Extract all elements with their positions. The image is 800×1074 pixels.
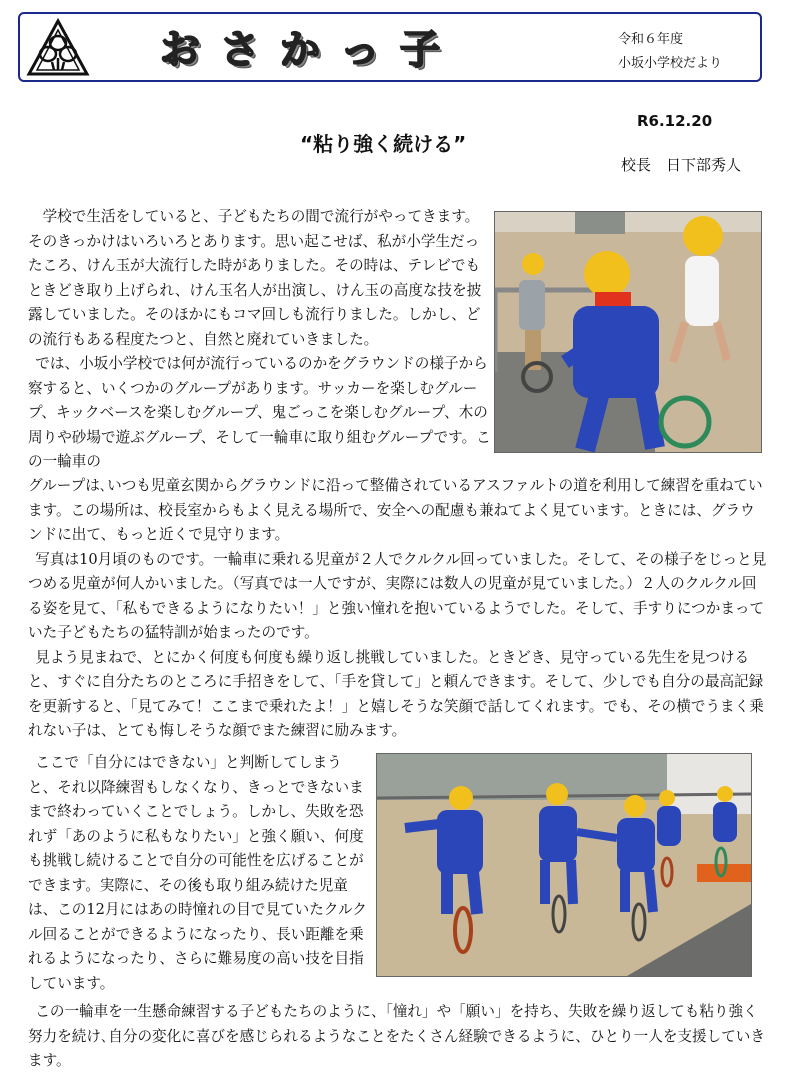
paragraph-3: 写真は10月頃のものです。一輪車に乗れる児童が２人でクルクル回っていました。そして、その様子をじっと見つめる児童が何人かいました。（写真では一人ですが、実際には数人の児童が見ていました。）２人のクルクル回る姿を見て、「私もできるようになりたい！」と強い憧れを抱いているようでした。そして、手すりにつかまっていた子どもたちの猛特訓が始まったのです。 xyxy=(28,550,767,641)
paragraph-2b: グループは､いつも児童玄関からグラウンドに沿って整備されているアスファルトの道を利用して練習を重ねています。この場所は、校長室からもよく見える場所で、安全への配慮も兼ねてよく見ています。ときには、グラウンドに出て、もっと近くで見守ります。 xyxy=(28,477,763,543)
paragraph-5: ここで「自分にはできない」と判断してしまうと、それ以降練習もしなくなり、きっとできないままで終わっていくことでしょう。しかし、失敗を恐れず「あのように私もなりたい」と強く願い、何度も挑戦し続けることで自分の可能性を広げることができます。実際に、その後も取り組み続けた児童は、この12月にはあの時憧れの目で見ていたクルクル回ることができるようになったり、長い距離を乗れるようになったり、さらに難易度の高い技を目指しています。 xyxy=(28,754,367,992)
unicycle-photo-2-image xyxy=(377,754,751,976)
paragraph-4: 見よう見まねで、とにかく何度も何度も繰り返し挑戦していました。ときどき、見守っている先生を見つけると、すぐに自分たちのところに手招きをして、「手を貸して」と頼んできます。そして、少しでも自分の最高記録を更新すると、「見てみて！ここまで乗れたよ！」と嬉しそうな笑顔で話してくれます。でも、その横でうまく乗れない子は、とても悔しそうな顔でまた練習に励みます。 xyxy=(28,648,764,739)
newsletter-name: 小坂小学校だより xyxy=(618,56,723,71)
paragraph-2a: では、小坂小学校では何が流行っているのかをグラウンドの様子から察すると、いくつかのグループがあります。サッカーを楽しむグループ、キックベースを楽しむグループ、鬼ごっこを楽しむグループ、木の周りや砂場で遊ぶグループ、そして一輪車に取り組むグループです。この一輪車の xyxy=(28,355,491,470)
masthead-title: おさかっ子 xyxy=(160,27,460,73)
article-body-lower xyxy=(28,751,368,996)
fiscal-year: 令和６年度 xyxy=(618,32,684,47)
unicycle-photo-2 xyxy=(376,753,752,977)
newsletter-header xyxy=(18,12,762,82)
article-body-top xyxy=(28,205,493,475)
author-line: 校長 日下部秀人 xyxy=(621,156,742,174)
unicycle-photo-1 xyxy=(494,211,762,453)
unicycle-photo-1-image xyxy=(495,212,761,452)
article-title: “粘り強く続ける” xyxy=(300,132,467,156)
article-body-middle xyxy=(28,474,768,744)
issue-date: R6.12.20 xyxy=(637,112,713,130)
paragraph-1: 学校で生活をしていると、子どもたちの間で流行がやってきます。そのきっかけはいろいろとあります。思い起こせば、私が小学生だったころ、けん玉が大流行した時がありました。その時は、テレビでもときどき取り上げられ、けん玉名人が出演し、けん玉の高度な技を披露していました。そのほかにもコマ回しも流行りました。しかし、どの流行もある程度たつと、自然と廃れていきました。 xyxy=(28,208,482,348)
header-info xyxy=(618,28,722,76)
article-body-bottom xyxy=(28,1000,768,1074)
paragraph-6: この一輪車を一生懸命練習する子どもたちのように、「憧れ」や「願い」を持ち、失敗を繰り返しても粘り強く努力を続け､自分の変化に喜びを感じられるようなことをたくさん経験できるように、ひとり一人を支援していきます。 xyxy=(28,1003,765,1069)
school-emblem-icon xyxy=(26,18,90,78)
